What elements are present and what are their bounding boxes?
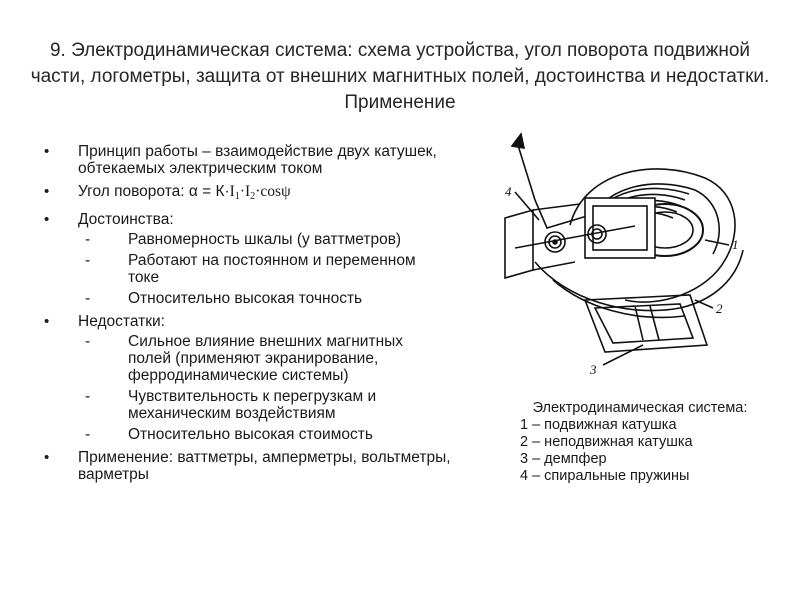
caption-item: 4 – спиральные пружины [520,468,690,484]
angle-dot: · [239,183,246,200]
angle-i2: I [245,183,251,200]
angle-text: Угол поворота: α = К· [78,183,230,200]
list-item: - Чувствительность к перегрузкам и механическим воздействиям [78,388,448,422]
angle-i1: I [229,183,235,200]
angle-sub2: 2 [250,191,256,202]
caption-item: 2 – неподвижная катушка [520,434,693,450]
advantages-label: Достоинства: [78,211,174,228]
diagram-caption [520,400,760,485]
diagram-label-1: 1 [732,237,739,252]
caption-item: 1 – подвижная катушка [520,417,677,433]
electrodynamic-system-diagram [475,130,765,380]
bullet-disadvantages [44,313,464,443]
bullet-application: • Применение: ваттметры, амперметры, вольтметры, варметры [44,449,464,483]
diagram-label-3: 3 [590,362,597,377]
bullet-list [44,143,464,489]
bullet-advantages [44,211,464,307]
list-item: - Относительно высокая стоимость [78,426,448,443]
caption-item: 3 – демпфер [520,451,607,467]
caption-title: Электродинамическая система: [532,400,748,416]
slide-title: 9. Электродинамическая система: схема устройства, угол поворота подвижной части, логометры, защита от внешних магнитных полей, достоинства и недостатки. Применение [30,40,770,113]
bullet-angle [44,183,464,205]
diagram-label-2: 2 [716,301,723,316]
list-item: - Работают на постоянном и переменном токе [78,252,448,286]
list-item: - Относительно высокая точность [78,290,448,307]
bullet-principle: • Принцип работы – взаимодействие двух катушек, обтекаемых электрическим током [44,143,464,177]
list-item: - Сильное влияние внешних магнитных полей (применяют экранирование, ферродинамические системы) [78,333,448,384]
diagram-label-4: 4 [505,184,512,199]
list-item: - Равномерность шкалы (у ваттметров) [78,231,448,248]
disadvantages-label: Недостатки: [78,313,165,330]
angle-cos: ·cosψ [255,183,291,200]
advantages-list [78,231,464,307]
angle-sub1: 1 [234,191,240,202]
disadvantages-list [78,333,464,443]
